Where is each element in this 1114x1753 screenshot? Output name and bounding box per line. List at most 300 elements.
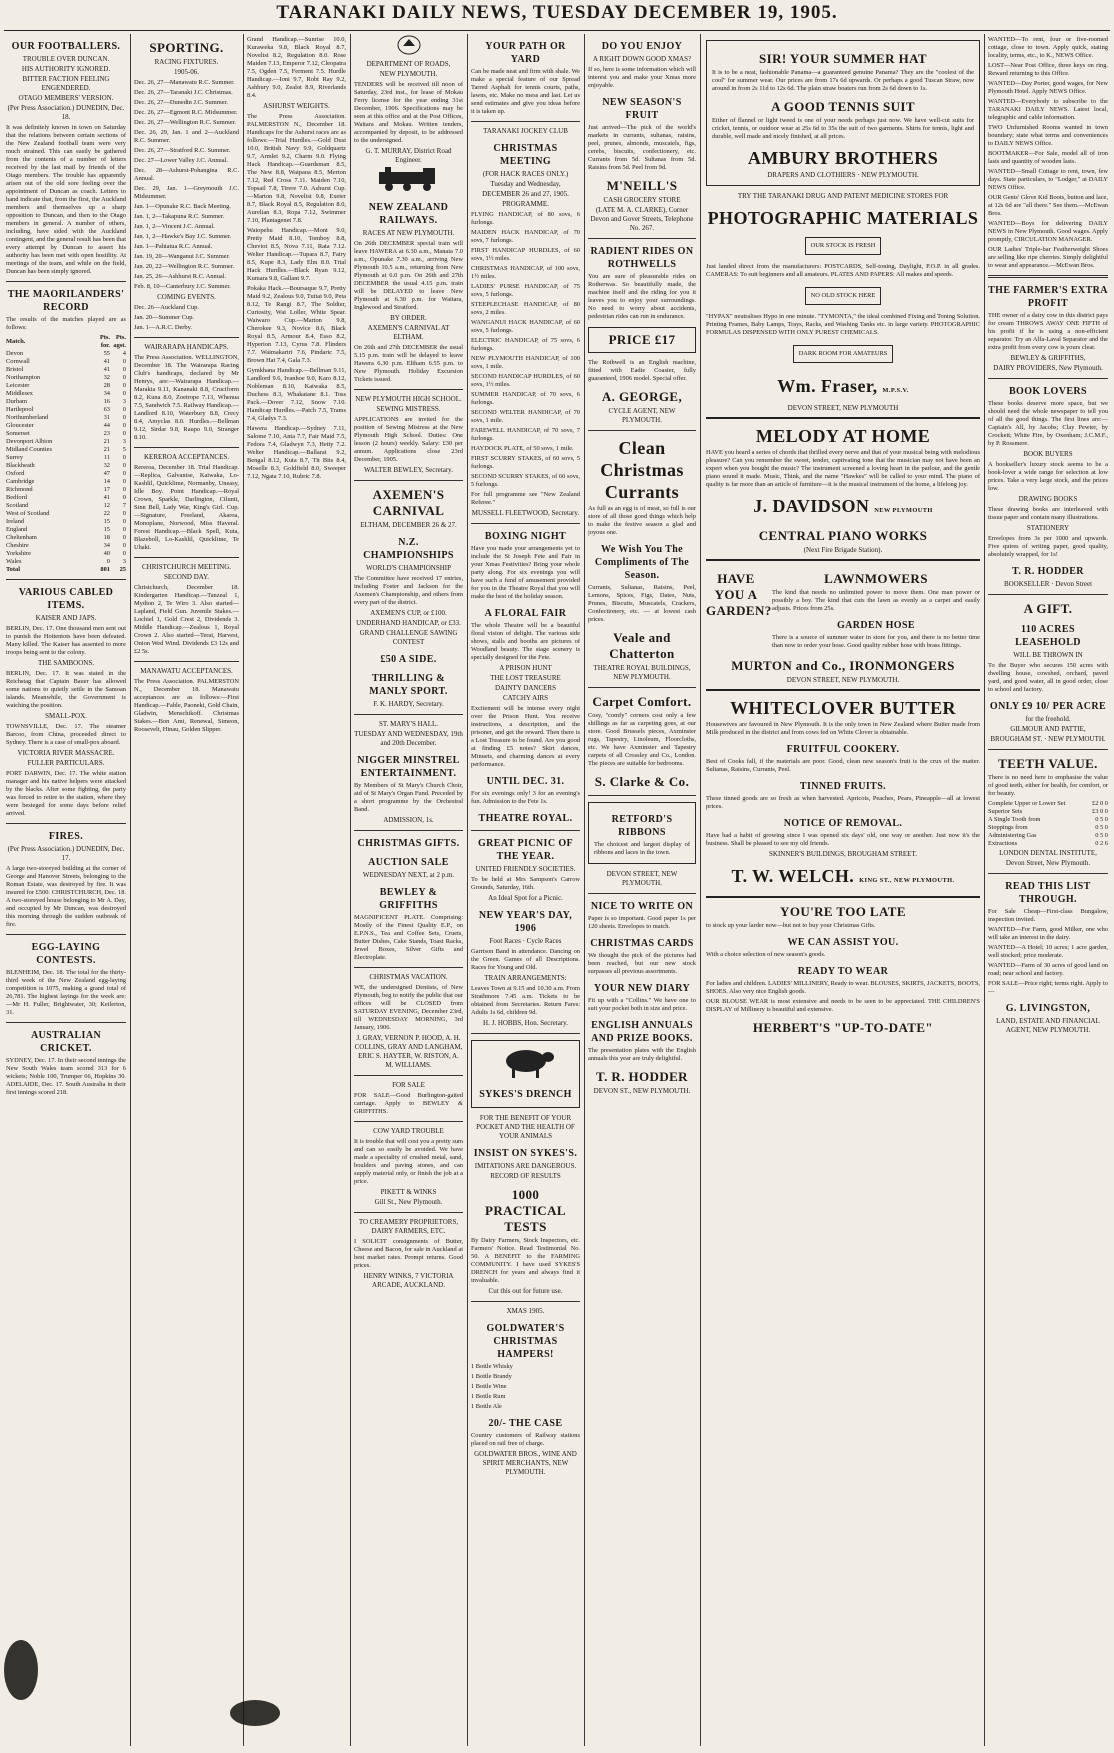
table-cell: 0: [122, 462, 126, 469]
table-cell: 0: [122, 486, 126, 493]
sykes-note: Cut this out for future use.: [488, 1287, 563, 1295]
read-heading: READ THIS LIST THROUGH.: [1005, 881, 1091, 905]
article-body: The Press Association. WELLINGTON, December 18. The Wairarapa Racing Club's handicaps, declared by Mr Henrys, are:—Wairarapa Handicap.—Marakia 9.11, Kananaki 8.8, Cruciform 8.2, Kuna 8.0, Zoetrope 7.13, Whenua 7.5, Sandwich 7.5. Railway Handicap.—Landlord 8.10, Waterbury 8.8, Crecy 8.4, Amyclas 8.0. Hurdles.—Bellman 9.12, Sirdar 9.8, Raupo 9.0, Stranger 8.10.: [134, 354, 239, 441]
gilmour-address: BROUGHAM ST. · NEW PLYMOUTH.: [990, 735, 1106, 743]
notice-body: To be held at Mrs Sampson's Carrow Grounds, Saturday, 16th.: [471, 876, 580, 891]
list-item: FIRST SCURRY STAKES, of 60 sovs, 5 furlongs.: [471, 455, 580, 470]
garden-advert: [706, 565, 980, 652]
divider: [471, 121, 580, 122]
floral-heading: A FLORAL FAIR: [484, 608, 567, 619]
advert-body: Just landed direct from the manufacturers: POSTCARDS, Self-toning, Daylight, P.O.P. in all grades. CAMERAS: To suit beginners and all amateurs. PLATES AND PAPERS: All makes and speeds.: [706, 263, 980, 278]
hodder-heading: T. R. HODDER: [1012, 566, 1084, 577]
fraser-address: DEVON STREET, NEW PLYMOUTH: [787, 404, 899, 412]
list-item: FIRST HANDICAP HURDLES, of 60 sovs, 1½ miles.: [471, 247, 580, 262]
vacation-heading: CHRISTMAS VACATION.: [369, 973, 448, 981]
thrilling-heading: THRILLING & MANLY SPORT.: [369, 673, 448, 697]
divider: [471, 1033, 580, 1034]
jockey-programme: PROGRAMME.: [502, 200, 549, 208]
column-1: [6, 34, 126, 1746]
advert-body: These tinned goods are so fresh as when harvested. Apricots, Peaches, Pears, Pineapple—all at lowest prices.: [706, 795, 980, 810]
divider: [988, 873, 1108, 874]
table-cell: 14: [103, 478, 110, 485]
table-cell: 0: [106, 558, 110, 565]
list-item: FAREWELL HANDICAP, of 70 sovs, 7 furlongs.: [471, 427, 580, 442]
notice-signature: G. T. MURRAY, District Road Engineer.: [365, 147, 452, 164]
notice-body: Have you made your arrangements yet to include the St Joseph Fete and Fair in your Xmas Festivities? Bring your whole party along. For six evenings you will have such a fund of amusement provided for you in the Theatre Royal that you will make the best of the holiday season.: [471, 545, 580, 600]
table-cell: 0: [122, 550, 126, 557]
institute-heading: LONDON DENTAL INSTITUTE,: [999, 849, 1097, 857]
darkroom-box: [793, 345, 894, 363]
axemen-heading: AXEMEN'S CARNIVAL: [372, 487, 445, 518]
table-cell: Ireland: [6, 518, 25, 525]
article-body: Hawera Handicap.—Sydney 7.11, Salome 7.10, Anta 7.7, Fair Maid 7.5, Fedora 7.4, Gladwyn 7.3, Hetty 7.2. Welter Handicap.—Ballarat 9.2, Bengal 8.12, Kuta 8.7, Tit Bits 8.4, Moselle 8.3, Goldfield 8.0, Sweeper 7.12, Ngata 7.10, Rubric 7.8.: [247, 425, 346, 480]
table-cell: 3: [122, 398, 126, 405]
list-item: MAIDEN HACK HANDICAP, of 70 sovs, 7 furlongs.: [471, 229, 580, 244]
advert-body: to stock up your larder now—but not to buy your Christmas Gifts.: [706, 922, 876, 929]
list-item: NEW PLYMOUTH HANDICAP, of 100 sovs, 1 mile.: [471, 355, 580, 370]
divider: [354, 967, 463, 968]
christchurch-heading: CHRISTCHURCH MEETING.: [141, 563, 232, 571]
advert-body: Have had a habit of growing since I was opened six days' old, one way or another. Just now it's the business. Shall be pleased to see my old friends.: [706, 832, 980, 847]
darkroom-label: DARK ROOM FOR AMATEURS: [798, 350, 888, 357]
clarke-heading: S. Clarke & Co.: [594, 774, 690, 789]
list-item: CHRISTMAS HANDICAP, of 100 sovs, 1½ miles.: [471, 265, 580, 280]
mneill-heading: M'NEILL'S: [606, 178, 678, 193]
davidson-subheading: CENTRAL PIANO WORKS: [758, 528, 928, 543]
notice-body: Excitement will be intense every night over the Prison Hunt. You receive instructions, a description, and the prisoner, and get the reward. Then there is a Lost Treasure to be found. Are you good at finding £5 notes? Skirt dances, Minuets, and charming dances at every performance.: [471, 705, 580, 768]
table-row: [6, 518, 126, 526]
divider: [706, 559, 980, 561]
table-cell: A Single Tooth from: [988, 816, 1041, 823]
veale-address: THEATRE ROYAL BUILDINGS, NEW PLYMOUTH.: [593, 664, 691, 681]
divider: [354, 1212, 463, 1213]
advert-body: Just arrived—The pick of the world's markets in currants, sultanas, raisins, peel, prunes, almonds, muscatels, figs, cerebs, biscuits, confectionery, etc. Currants from 5d. Sultanas from 5d. Raisins from 5d. Peel from 9d.: [588, 124, 696, 171]
list-item: Jan. 25, 26—Ashhurst R.C. Annual.: [134, 273, 227, 280]
list-item: Dec. 26, 27—Stratford R.C. Summer.: [134, 147, 231, 154]
table-cell: 17: [103, 486, 110, 493]
hamper-list: [471, 1363, 580, 1411]
kereroa-heading: KEREROA ACCEPTANCES.: [143, 453, 229, 461]
welch-heading: [706, 865, 980, 892]
table-cell: 34: [103, 542, 110, 549]
table-row: [988, 840, 1108, 848]
footballers-subheading: OTAGO MEMBERS' VERSION.: [18, 94, 114, 102]
enjoy-heading: DO YOU ENJOY: [601, 41, 683, 52]
axemen-prize-amount: £50 A SIDE.: [380, 654, 437, 665]
table-row: [6, 486, 126, 494]
notice-signature: GOLDWATER BROS., WINE AND SPIRIT MERCHANTS, NEW PLYMOUTH.: [474, 1450, 577, 1476]
table-cell: 47: [103, 470, 110, 477]
table-row: [6, 398, 126, 406]
table-cell: Extractions: [988, 840, 1018, 847]
davidson-name: J. DAVIDSON: [753, 496, 870, 516]
list-item: Jan. 20—Summer Cup.: [134, 314, 194, 321]
table-cell: 0: [122, 542, 126, 549]
table-row: [6, 462, 126, 470]
table-cell: 7: [122, 502, 126, 509]
notice-body: Country customers of Railway stations placed on rail free of charge.: [471, 1432, 580, 1447]
list-item: WANTED—Farm of 30 acres of good land on road; near school and factory.: [988, 962, 1108, 977]
livingston-subheading: LAND, ESTATE AND FINANCIAL AGENT, NEW PLYMOUTH.: [996, 1017, 1100, 1034]
stationery-heading: STATIONERY: [1026, 524, 1070, 532]
photo-heading: PHOTOGRAPHIC MATERIALS: [707, 208, 979, 228]
sykes-count: 1000 PRACTICAL TESTS: [485, 1187, 566, 1234]
newyear-races: Foot Races · Cycle Races: [489, 937, 562, 945]
currants-heading: Clean Christmas Currants: [600, 438, 684, 502]
table-cell: Northumberland: [6, 414, 49, 421]
table-cell: 4: [122, 350, 126, 357]
table-cell: 41: [103, 358, 110, 365]
notice-body: TENDERS will be received till noon of Saturday, 23rd inst., for lease of Mokau Ferry license for the year ending 31st December, 1906. Specifications may be seen at this office and at the Post Offices, Waitara and Mokau. Written tenders, accompanied by deposit, to be addressed to the undersigned.: [354, 81, 463, 144]
gilmour-heading: GILMOUR AND PATTIE,: [1010, 725, 1086, 733]
notice-body: It is trouble that will cost you a pretty sum and can so easily be avoided. We have made a speciality of crushed metal, sand, boulders and paving stones, and can supply material only, or finish the job at a price.: [354, 1138, 463, 1185]
stock-fresh-label: OUR STOCK IS FRESH: [810, 242, 876, 249]
fixtures-list: [134, 79, 239, 291]
table-cell: Administering Gas: [988, 832, 1037, 839]
advert-body: Currants, Sultanas, Raisins, Peel, Lemons, Spices, Figs, Dates, Nuts, Prunes, Biscuits, Muscatels, Crackers, Confectionery, etc. — at lowest cash prices.: [588, 584, 696, 623]
table-row: [6, 542, 126, 550]
jockey-heading: TARANAKI JOCKEY CLUB: [483, 127, 568, 135]
list-item: 1 Bottle Brandy: [471, 1373, 512, 1380]
divider: [988, 749, 1108, 750]
advert-body: "HYPAX" neutralises Hypo in one minute. "TYMONTA," the ideal combined Fixing and Toning Solution. Printing Frames, Baby Lamps, Trays, Racks, and Washing Tanks etc. in large variety. PHOTOGRAPHIC FORMULAS DISPENSED WITH ONLY PUREST CHEMICALS.: [706, 313, 980, 336]
divider: [354, 389, 463, 390]
railways-subheading: RACES AT NEW PLYMOUTH.: [362, 229, 455, 237]
notice-body: For six evenings only! 3 for an evening's fun. Admission to the Fete 1s.: [471, 790, 580, 805]
fraser-name: Wm. Fraser,: [777, 376, 878, 396]
prison-heading: DAINTY DANCERS: [495, 684, 556, 692]
notice-body: Can be made neat and firm with shale. We make a special feature of our Spread Tarred Asphalt for tennis courts, paths, lawns, etc. Make no mess and last. Let us send estimates and give you ideas before it is taken up.: [471, 68, 580, 115]
article-body: BERLIN, Dec. 17. It was stated in the Reichstag that Captain Bauer has allowed some nations to quietly settle in the Samoan islands. Meanwhile, the Government is watching the position.: [6, 670, 126, 709]
article-body: Christchurch, December 18. Kindergarten Handicap.—Tanzeal 1, Mydion 2, Te Wiro 3. Also started—Lapland, Field Gun. Juvenile Stakes.—Lochiel 1, Gold Crest 2, Dividends 3. Middle Handicap.—Zealous 1, Royal Crown 2. Also started—Terai, Harvest, Onion Wed Wind. Dividends £3 12s and £2 5s.: [134, 584, 239, 655]
divider: [471, 830, 580, 831]
table-cell: 0: [122, 494, 126, 501]
list-item: LADIES' PURSE HANDICAP, of 75 sovs, 5 furlongs.: [471, 283, 580, 298]
hall-heading: ST. MARY'S HALL.: [378, 720, 439, 728]
table-cell: 0: [122, 518, 126, 525]
newyear-heading: NEW YEAR'S DAY, 1906: [478, 910, 573, 934]
davidson-address: (Next Fire Brigade Station).: [803, 546, 883, 554]
table-row: [6, 430, 126, 438]
advert-body: Fit up with a "Collins." We have one to suit your pocket both in size and price.: [588, 997, 696, 1012]
notice-body: On 26th DECEMBER special train will leave HAWERA at 6.30 a.m., Manaia 7.0 a.m., Opunake 7.30 a.m., arriving New Plymouth 10.5 a.m., returning from New Plymouth at 6.0 p.m. On 26th and 27th DECEMBER the usual 4.15 p.m. train will be DELAYED to leave New Plymouth at 6.30 p.m. for Waitara, Inglewood and Stratford.: [354, 240, 463, 311]
column-8: [988, 34, 1108, 1746]
table-cell: Midland Counties: [6, 446, 52, 453]
table-row: [6, 366, 126, 374]
cookery-heading: FRUITFUL COOKERY.: [786, 744, 900, 755]
garden-question: HAVE YOU A GARDEN?: [706, 571, 772, 618]
rothwell-heading: RADIENT RIDES ON ROTHWELLS: [590, 246, 694, 270]
notice-body: For full programme see "New Zealand Referee.": [471, 491, 580, 506]
table-row: [6, 454, 126, 462]
institute-address: Devon Street, New Plymouth.: [1005, 859, 1091, 867]
column-6: [588, 34, 696, 1746]
cricket-heading: AUSTRALIAN CRICKET.: [30, 1030, 102, 1054]
fraser-qualifications: M.P.S.V.: [882, 387, 909, 394]
table-row: [6, 334, 126, 350]
tinned-heading: TINNED FRUITS.: [799, 781, 887, 792]
advert-body: With a choice selection of new season's goods.: [706, 951, 826, 958]
table-cell: West of Scotland: [6, 510, 50, 517]
article-body: Waiopehu Handicap.—Mont 9.0, Pretty Maid 8.10, Tomboy 8.8, Cheviot 8.5, Nova 7.11, Rata 7.12. Welter Handicap.—Tupara 8.7, Fairy 8.5, Kupe 8.3, Lady Elm 8.0. Trial Hack Hurdles.—Black Ryan 9.12, Kumara 9.8, Gallant 9.7.: [247, 227, 346, 282]
auction-date: WEDNESDAY NEXT, at 2 p.m.: [362, 871, 455, 879]
advert-body: The kind that needs no unlimited power to move them. One man power or possibly a boy. The kind that cuts the lawn as evenly as a carpet and easily adjusts. Prices from 25s.: [772, 589, 980, 612]
table-row: [6, 510, 126, 518]
notice-body: FOR SALE—Good Burlington-gaited carriage. Apply to BEWLEY & GRIFFITHS.: [354, 1092, 463, 1115]
advert-body: A bookseller's luxury stock seems to be a book-lover a wide range for selection at low prices. Take a very large stock, and the prices low.: [988, 461, 1108, 492]
notice-body: MAGNIFICENT PLATE. Comprising: Mostly of the Finest Quality E.P., on E.P.N.S., Tea and Coffee Sets, Cruets, Butter Dishes, Cake Stands, Toast Racks, Jewel Boxes, Silver Gifts and Electroplate.: [354, 914, 463, 961]
divider: [588, 687, 696, 688]
list-item: FOR SALE—Price right; terms right. Apply to—: [988, 980, 1108, 995]
table-cell: 5: [122, 446, 126, 453]
notice-signature: WALTER BEWLEY, Secretary.: [364, 466, 453, 474]
list-item: Dec. 26—Auckland Cup.: [134, 304, 199, 311]
list-item: Feb. 8, 10—Canterbury J.C. Summer.: [134, 283, 231, 290]
table-row: [6, 446, 126, 454]
axemen-contest: GRAND CHALLENGE SAWING CONTEST: [359, 629, 458, 646]
ambury-heading: AMBURY BROTHERS: [747, 148, 939, 168]
axemen-place: ELTHAM, DECEMBER 26 & 27.: [360, 521, 457, 529]
table-cell: 41: [103, 494, 110, 501]
divider: [988, 378, 1108, 379]
hat-heading: SIR! YOUR SUMMER HAT: [759, 51, 927, 66]
fixtures-year: 1905-06.: [173, 68, 200, 76]
list-item: Dec. 27—Lower Valley J.C. Annual.: [134, 157, 228, 164]
table-cell: 0: [122, 374, 126, 381]
list-item: Dec. 26, 27—Egmont R.C. Midsummer.: [134, 109, 238, 116]
table-row: [6, 382, 126, 390]
advert-body: HAVE you heard a series of chords that thrilled every nerve and that of your musical being with melodious pleasure? Can you remember the sweet, tender, captivating tone that the musician may not have been an expert when you bought the music? The instrument screened a loving heart in the parlour, and the gentle piano sound it made. Music, Think, and the name "Hawkes" will be called to your mind. The piano of quality is far more than an article of furniture—it is the musical instrument of the home, a lifelong joy.: [706, 449, 980, 488]
table-cell: 3: [122, 438, 126, 445]
list-item: Jan. 1, 2—Hawke's Bay J.C. Summer.: [134, 233, 232, 240]
table-cell: 0: [122, 382, 126, 389]
advert-body: We thought the pick of the pictures had been reached, but our new stock surpasses all previous assortments.: [588, 952, 696, 975]
table-cell: Bedford: [6, 494, 27, 501]
advert-body: The choicest and largest display of ribbons and laces in the town.: [594, 841, 690, 856]
table-cell: Somerset: [6, 430, 30, 437]
teeth-price-table: [988, 800, 1108, 848]
farmer-heading: THE FARMER'S EXTRA PROFIT: [988, 285, 1108, 309]
notice-body: APPLICATIONS are invited for the position of Sewing Mistress at the New Plymouth High School. Duties: One lesson (2 hours) weekly. Salary: £30 per annum. Applications close 23rd December, 1905.: [354, 416, 463, 463]
advert-body: These drawing books are interleaved with tissue paper and contain many illustrations.: [988, 506, 1108, 521]
table-cell: Yorkshire: [6, 550, 31, 557]
price-heading: PRICE £17: [608, 332, 676, 347]
column-rule: [584, 34, 585, 1746]
table-cell: Pts. for.: [99, 334, 110, 349]
axemen-prize: UNDERHAND HANDICAP, or £33.: [356, 619, 461, 627]
table-cell: 22: [103, 510, 110, 517]
table-row: [6, 478, 126, 486]
table-cell: 11: [103, 454, 110, 461]
divider: [6, 1022, 126, 1023]
acre-note: for the freehold.: [1025, 715, 1071, 723]
coming-list: [134, 304, 239, 332]
xmas-note: XMAS 1905.: [506, 1307, 545, 1315]
george-heading: A. GEORGE,: [601, 389, 683, 404]
list-item: For Sale Cheap—First-class Bungalow, inspection invited.: [988, 908, 1108, 923]
byline: (Per Press Association.) DUNEDIN, Dec. 17.: [7, 845, 125, 862]
table-cell: 0 5 0: [1095, 824, 1108, 831]
cabled-subheading: SMALL-POX.: [45, 712, 87, 720]
masthead: TARANAKI DAILY NEWS, TUESDAY DECEMBER 19, 1905.: [276, 2, 838, 23]
divider: [134, 661, 239, 662]
picnic-heading: GREAT PICNIC OF THE YEAR.: [477, 838, 574, 862]
footballers-subheading: TROUBLE OVER DUNCAN.: [22, 55, 110, 63]
notice-signature: J. GRAY, VERNON P. HOOD, A. H. COLLINS, GRAY AND LANGHAM, ERIC S. HAYTER, W. RISTON, A. M. WILLIAMS.: [354, 1034, 463, 1069]
column-4: [354, 34, 463, 1746]
article-body: Rereroa, December 18. Trial Handicap.—Replica, Galvanise, Kaiwaka, Lo-Kashlil, Quicklime, Normanby, Uneasy, Idle Boy. Point Handicap.—Royal Crown, Sparkle, Darlington, Cilunit, Sinn Bell, Lady War, King's Girl. Cup.—Signature, Freeland, Akaroa, Monoplane, Norwood, Miss Haveral. Forest Handicap.—Black Spell, Kuta, Blazeboll, Lo-Kashlil, Quicklime, Te Uhaki.: [134, 464, 239, 551]
classified-list: [988, 36, 1108, 270]
column-2: [134, 34, 239, 1746]
table-cell: 0: [122, 430, 126, 437]
article-body: PORT DARWIN, Dec. 17. The white station manager and his native helpers were attacked by the blacks. After some fighting, the party was forced to retire to the station, where they were besieged for some days before relief arrived.: [6, 770, 126, 817]
advert-body: You are sure of pleasurable rides on Rotherwas. So beautifully made, the machine itself and the riding for you it leaves you to enjoy your surroundings. No need to worry about accidents, pedestrian rides can run in endurance.: [588, 273, 696, 320]
railways-heading: NEW ZEALAND RAILWAYS.: [368, 202, 449, 226]
table-cell: 0: [122, 422, 126, 429]
dairy-heading: TO CREAMERY PROPRIETORS, DAIRY FARMERS, ETC.: [358, 1218, 459, 1235]
sheep-icon: [477, 1045, 574, 1082]
article-body: BLENHEIM, Dec. 18. The total for the thirty-third week of the New Zealand egg-laying competition is 1075, making a grand total of 26,781. The highest layings for the week are:—Mr H. Fuller, Brightwater, 30; Keilerton, 31.: [6, 969, 126, 1016]
fires-heading: FIRES.: [48, 831, 84, 842]
jockey-subheading: (FOR HACK RACES ONLY.): [482, 170, 569, 178]
column-3: [247, 34, 346, 1746]
veale-heading: Veale and Chatterton: [609, 630, 675, 661]
divider: [6, 281, 126, 282]
table-cell: 0: [122, 526, 126, 533]
table-cell: 0 2 6: [1095, 840, 1108, 847]
axemen-subheading: WORLD'S CHAMPIONSHIP: [365, 564, 452, 572]
divider: [588, 430, 696, 431]
footballers-subheading: BITTER FACTION FEELING ENGENDERED.: [22, 75, 110, 92]
table-row: [6, 374, 126, 382]
cabled-subheading: THE SAMBOONS.: [37, 659, 94, 667]
hall-admission: ADMISSION, 1s.: [383, 816, 434, 824]
byline: (Per Press Association.) DUNEDIN, Dec. 18.: [7, 104, 125, 121]
notice-body: The Committee have received 17 entries, including Foster and Jackson for the Axemen's Championship, and others from every part of the district.: [354, 575, 463, 606]
cards-heading: CHRISTMAS CARDS: [590, 938, 694, 949]
table-cell: Blackheath: [6, 462, 35, 469]
divider: [988, 275, 1108, 278]
advert-body: Envelopes from 3s per 1000 and upwards. Five quires of writing paper, good quality, absolutely wrapped, for 1s!: [988, 535, 1108, 558]
jockey-days: Tuesday and Wednesday,: [490, 180, 561, 188]
table-cell: 0: [122, 470, 126, 477]
divider: [134, 337, 239, 338]
list-item: Jan. 1, 2—Vincent J.C. Annual.: [134, 223, 215, 230]
gift-subheading: 110 ACRES LEASEHOLD: [1015, 624, 1081, 648]
list-item: 1 Bottle Wine: [471, 1383, 507, 1390]
retford-advert: [588, 802, 696, 864]
wish-heading: We Wish You The Compliments of The Season.: [594, 544, 690, 581]
school-heading: NEW PLYMOUTH HIGH SCHOOL.: [355, 395, 462, 403]
divider: [354, 1075, 463, 1076]
table-cell: 0: [122, 358, 126, 365]
advert-body: OUR BLOUSE WEAR is most extensive and needs to be seen to be appreciated. THE CHILDREN'S DISPLAY of Millinery is beautiful and extensive.: [706, 998, 980, 1013]
prison-heading: A PRISON HUNT: [499, 664, 552, 672]
diary-heading: YOUR NEW DIARY: [593, 983, 691, 994]
notice-body: The whole Theatre will be a beautiful floral vision of delight. The various side shows, stalls and booths are pictures of Woodland beauty. The stage scenery is specially designed for the Fete.: [471, 622, 580, 661]
results-table: [6, 334, 126, 574]
notice-body: I SOLICIT consignments of Butter, Cheese and Bacon, for sale in Auckland at best market rates. Prompt returns. Good prices.: [354, 1238, 463, 1269]
old-stock-box: [805, 287, 882, 305]
article-body: Grand Handicap.—Sunrise 10.0, Kuraweka 9.8, Black Royal 8.7, Novelist 8.2, Regulation 8.0. Rose Maiden 7.13, Emperor 7.12, Cleopatra 7.5, Ogden 7.5, Ferment 7.5. Hurdle Handicap.—Ioni 9.7, Robt Ray 9.2, Ashbury 9.0, Zealot 8.9, Riverlands 8.4.: [247, 36, 346, 99]
hodder-heading: T. R. HODDER: [596, 1069, 688, 1084]
summer-hat-advert: [706, 40, 980, 186]
advert-body: Either of flannel or light tweed is one of your needs perhaps just now. We have well-cut suits for cricket, tennis, or outdoor wear at 25s 6d to 35s the suit of two garments. Shirts for tennis, light and durable, well made and nicely finished, at all prices.: [712, 117, 974, 140]
table-row: [988, 808, 1108, 816]
sykes-insist: INSIST ON SYKES'S.: [473, 1148, 578, 1159]
table-cell: Cheltenham: [6, 534, 37, 541]
table-cell: 28: [103, 382, 110, 389]
trains-heading: TRAIN ARRANGEMENTS:: [484, 974, 567, 982]
livingston-heading: G. LIVINGSTON,: [1005, 1003, 1091, 1014]
table-cell: 0: [122, 478, 126, 485]
table-row: [988, 832, 1108, 840]
advert-body: As full as an egg is of meat, so full is our store of all those good things which help to make the festive season a glad and joyous one.: [588, 505, 696, 536]
books-heading: BOOK LOVERS: [1008, 386, 1088, 397]
notice-signature: F. K. HARDY, Secretary.: [373, 700, 444, 708]
table-row: [6, 406, 126, 414]
column-rule: [350, 34, 351, 1746]
table-cell: Oxford: [6, 470, 25, 477]
table-cell: 55: [103, 350, 110, 357]
hodder-address: DEVON ST., NEW PLYMOUTH.: [593, 1087, 691, 1095]
divider: [588, 238, 696, 239]
table-row: [6, 438, 126, 446]
list-item: STEEPLECHASE HANDICAP, of 80 sovs, 2 miles.: [471, 301, 580, 316]
table-cell: Devon: [6, 350, 24, 357]
list-item: ELECTRIC HANDICAP, of 75 sovs, 6 furlongs.: [471, 337, 580, 352]
advert-body: Best of Cooks fall, if the materials are poor. Good, clean new season's fruit is the crux of the matter. Sultanas, Raisins, Currants, Peel.: [706, 758, 980, 773]
murton-heading: MURTON and Co., IRONMONGERS: [731, 658, 955, 673]
old-stock-label: NO OLD STOCK HERE: [810, 292, 876, 299]
davidson-heading: [706, 495, 980, 522]
cabled-heading: VARIOUS CABLED ITEMS.: [18, 587, 114, 611]
list-item: 1 Bottle Rum: [471, 1393, 506, 1400]
table-cell: Middlesex: [6, 390, 33, 397]
column-rule: [467, 34, 468, 1746]
list-item: SECOND HANDICAP HURDLES, of 60 sovs, 1½ miles.: [471, 373, 580, 388]
advert-body: These books deserve more space, but we should need the whole newspaper to tell you of all the good things. The first lines are:—Captain's All, by Jacobs; Clay Pewter, by Crockett; White Fire, by Oxenham; J.C.M.F., by P. Rossmere.: [988, 400, 1108, 447]
classified-ad: WANTED—Day Porter, good wages, for New Plymouth Hotel. Apply NEWS Office.: [988, 80, 1108, 95]
mneill-address: (LATE M. A. CLARKE), Corner Devon and Gover Streets, Telephone No. 267.: [590, 206, 694, 232]
classified-ad: OUR Gents' Glove Kid Boots, button and lace, at 12s 6d are "all there." See them.—McEwan Bros.: [988, 194, 1108, 217]
crest-icon: [354, 34, 463, 59]
wairarapa-heading: WAIRARAPA HANDICAPS.: [144, 343, 229, 351]
welch-name: T. W. WELCH.: [731, 866, 855, 886]
table-cell: £2 0 0: [1092, 800, 1108, 807]
table-cell: 40: [103, 550, 110, 557]
classified-ad: WANTED—Small Cottage to rent, town, few days. State particulars, to "Lodger," at DAILY NEWS Office.: [988, 168, 1108, 191]
price-box: [588, 327, 696, 353]
welch-address: SKINNER'S BUILDINGS, BROUGHAM STREET.: [769, 850, 917, 858]
table-row: [988, 816, 1108, 824]
retford-address: DEVON STREET, NEW PLYMOUTH.: [606, 870, 678, 887]
notice-body: By Members of St Mary's Church Choir, aid of St Mary's Organ Fund. Preceded by a short programme by the Orchestral Band.: [354, 782, 463, 813]
table-cell: Cambridge: [6, 478, 35, 485]
table-cell: 15: [103, 526, 110, 533]
table-cell: 0: [122, 366, 126, 373]
table-cell: Richmond: [6, 486, 33, 493]
classified-ad: BOOTMAKER—For Sale, model all of iron lasts and quantity of wooden lasts.: [988, 150, 1108, 165]
write-heading: NICE TO WRITE ON: [590, 901, 694, 912]
maorilanders-heading: THE MAORILANDERS' RECORD: [7, 289, 125, 313]
table-cell: 0: [122, 510, 126, 517]
divider: [471, 1301, 580, 1302]
table-cell: 34: [103, 390, 110, 397]
article-body: It was definitely known in town on Saturday that the relations between certain sections of the New Zealand football team were very much strained. This can easily be gathered from the contents of a number of letters received by the last mail by friends of the Otago members. The trouble has apparently arisen out of the old sore feeling over the appointment of Duncan as coach. Letters to hand indicate that, from the first, the Auckland members and themselves up a sharp opposition to Duncan, and then to the Otago members in general. A number of others, including, have sided with the Auckland contingent, and the general result has been that every attempt by Duncan to assert his authority has been met with open hostility. At meetings of the team, and while on the field, Duncan has been simply ignored.: [6, 124, 126, 275]
christchurch-subheading: SECOND DAY.: [163, 573, 210, 581]
ambury-subheading: DRAPERS AND CLOTHIERS · NEW PLYMOUTH.: [767, 171, 919, 179]
